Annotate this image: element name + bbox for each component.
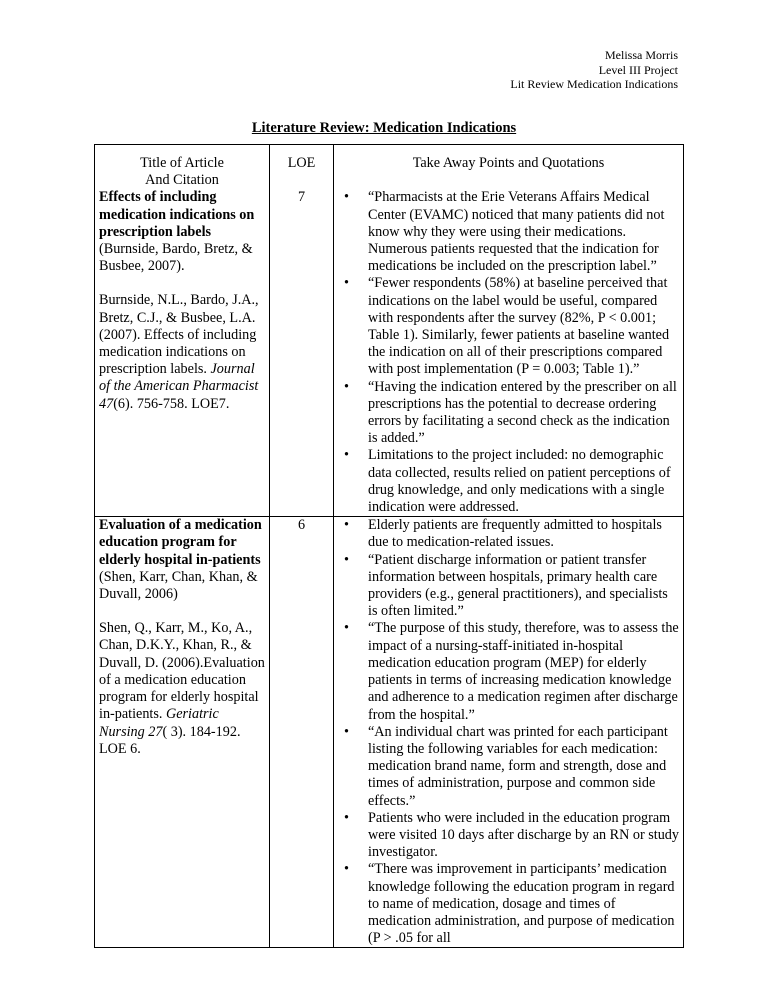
citation-text: Shen, Q., Karr, M., Ko, A., Chan, D.K.Y., Khan, R., & Duvall, D. (2006).Evaluation of a medication education program for elderly hospital in-patients. bbox=[99, 620, 265, 723]
citation-journal: Journal of the American Pharmacist bbox=[99, 361, 259, 395]
table-row bbox=[95, 189, 684, 516]
article-citation bbox=[99, 620, 265, 758]
list-item: • “Fewer respondents (58%) at baseline perceived that indications on the label would be useful, compared with respondents after the survey (82%, P < 0.001; Table 1). Similarly, fewer patients at baseline wanted the indication on all of their prescriptions compared with post implementation (P = 0.003; Table 1).” bbox=[368, 275, 679, 378]
citation-text: Burnside, N.L., Bardo, J.A., Bretz, C.J., & Busbee, L.A. (2007). Effects of including medication indications on prescription labels. bbox=[99, 292, 259, 378]
document-title: Literature Review: Medication Indications bbox=[251, 120, 517, 136]
article-title-authors: (Burnside, Bardo, Bretz, & Busbee, 2007). bbox=[99, 241, 253, 275]
header-title-line2: And Citation bbox=[145, 172, 219, 189]
takeaways-list bbox=[338, 189, 679, 516]
citation-journal: Geriatric Nursing bbox=[99, 706, 219, 740]
article-title-bold: Evaluation of a medication education program for elderly hospital in-patients bbox=[99, 517, 262, 568]
header-title-line1: Title of Article bbox=[140, 155, 224, 171]
list-item: • “The purpose of this study, therefore, was to assess the impact of a nursing-staff-initiated in-hospital medication education program (MEP) for elderly patients in terms of increasing medication knowledge and adherence to a medication regimen after discharge from the hospital.” bbox=[368, 620, 679, 723]
loe-cell: 6 bbox=[270, 517, 334, 948]
header-loe: LOE bbox=[270, 145, 334, 190]
article-cell bbox=[95, 189, 270, 516]
header-author: Melissa Morris bbox=[605, 48, 678, 62]
article-title bbox=[99, 189, 265, 275]
article-citation bbox=[99, 292, 265, 412]
header-title-citation bbox=[95, 145, 270, 190]
page-header bbox=[510, 48, 678, 92]
article-title bbox=[99, 517, 265, 603]
list-item: • Limitations to the project included: no demographic data collected, results relied on patient perceptions of drug knowledge, and only medications with a single indication were addressed. bbox=[368, 447, 679, 516]
takeaways-cell bbox=[334, 517, 684, 948]
list-item: • “An individual chart was printed for each participant listing the following variables for each medication: medication brand name, form and strength, dose and times of administration, purpose and common side effects.” bbox=[368, 724, 679, 810]
citation-volume: 27 bbox=[148, 723, 163, 740]
takeaways-list bbox=[338, 517, 679, 947]
citation-pages: (6). 756-758. LOE7. bbox=[113, 395, 230, 412]
list-item: • Patients who were included in the education program were visited 10 days after discharge by an RN or study investigator. bbox=[368, 810, 679, 862]
table-header-row bbox=[95, 145, 684, 190]
list-item: • “There was improvement in participants’ medication knowledge following the education program in regard to name of medication, dosage and times of medication administration, and purpose of medication (P > .05 for all bbox=[368, 861, 679, 947]
list-item: • Elderly patients are frequently admitted to hospitals due to medication-related issues. bbox=[368, 517, 679, 551]
header-project: Level III Project bbox=[598, 62, 678, 77]
article-title-bold: Effects of including medication indications on prescription labels bbox=[99, 189, 255, 240]
article-title-authors: (Shen, Karr, Chan, Khan, & Duvall, 2006) bbox=[99, 568, 258, 603]
list-item: • “Pharmacists at the Erie Veterans Affairs Medical Center (EVAMC) noticed that many patients did not know why they were using their medications. Numerous patients requested that the indication for medications be included on the prescription label.” bbox=[368, 189, 679, 275]
literature-table bbox=[94, 144, 684, 948]
loe-cell: 7 bbox=[270, 189, 334, 516]
list-item: • “Having the indication entered by the prescriber on all prescriptions has the potential to decrease ordering errors by facilitating a second check as the indication is added.” bbox=[368, 379, 679, 448]
article-cell bbox=[95, 517, 270, 948]
table-row bbox=[95, 517, 684, 948]
takeaways-cell bbox=[334, 189, 684, 516]
citation-volume: 47 bbox=[99, 395, 114, 412]
citation-pages: ( 3). 184-192. LOE 6. bbox=[99, 723, 241, 757]
list-item: • “Patient discharge information or patient transfer information between hospitals, primary health care providers (e.g., general practitioners), and specialists is often limited.” bbox=[368, 552, 679, 621]
header-topic: Lit Review Medication Indications bbox=[510, 77, 678, 91]
header-takeaways: Take Away Points and Quotations bbox=[334, 145, 684, 190]
